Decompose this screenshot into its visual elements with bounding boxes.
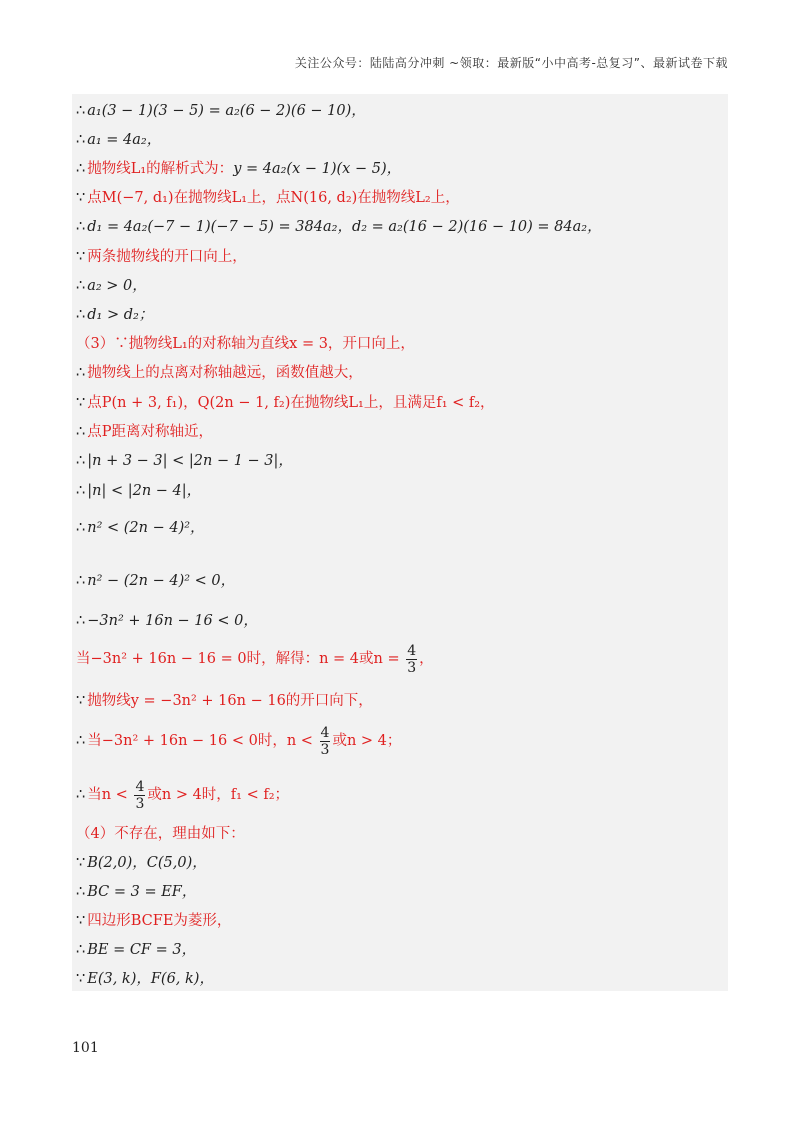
solution-line [76, 275, 147, 297]
explanation-tail: 或n > 4； [332, 733, 402, 749]
solution-line [76, 304, 153, 326]
math-expression: a₁ = 4a₂， [87, 132, 162, 148]
logic-symbol: ∴ [76, 103, 86, 119]
explanation-tail: 或n > 4时，f₁ < f₂； [147, 787, 290, 803]
logic-symbol: ∴ [76, 483, 86, 499]
solution-line [76, 333, 415, 355]
math-expression: |n + 3 − 3| < |2n − 1 − 3|， [87, 453, 293, 469]
math-expression: n² − (2n − 4)² < 0， [87, 573, 236, 589]
solution-line [76, 216, 602, 238]
solution-line [76, 246, 247, 268]
explanation-text: （4）不存在，理由如下： [76, 826, 245, 842]
solution-line [76, 480, 201, 502]
solution-line [76, 570, 235, 592]
explanation-text: 当−3n² + 16n − 16 < 0时，n < [87, 733, 318, 749]
logic-symbol: ∴ [76, 613, 86, 629]
logic-symbol: ∴ [76, 884, 86, 900]
math-expression: E(3, k)，F(6, k)， [87, 971, 214, 987]
math-expression: n² < (2n − 4)²， [87, 520, 205, 536]
solution-line [76, 881, 196, 903]
fraction-numerator: 4 [135, 778, 145, 795]
logic-symbol: ∵ [76, 971, 86, 987]
math-expression: a₁(3 − 1)(3 − 5) = a₂(6 − 2)(6 − 10)， [87, 103, 366, 119]
logic-symbol: ∴ [76, 787, 86, 803]
logic-symbol: ∵ [76, 913, 86, 929]
solution-line [76, 642, 434, 676]
fraction-numerator: 4 [320, 724, 330, 741]
math-expression: a₂ > 0， [87, 278, 147, 294]
math-expression: BE = CF = 3， [87, 942, 197, 958]
solution-content [72, 94, 728, 991]
logic-symbol: ∴ [76, 161, 86, 177]
page-header: 关注公众号：陆陆高分冲刺 ~领取：最新版“小中高考-总复习”、最新试卷下载 [294, 56, 728, 70]
solution-line [76, 610, 258, 632]
logic-symbol: ∴ [76, 733, 86, 749]
explanation-text: 两条抛物线的开口向上， [87, 249, 247, 265]
solution-line [76, 392, 495, 414]
logic-symbol: ∴ [76, 520, 86, 536]
solution-line [76, 129, 161, 151]
explanation-text: 抛物线y = −3n² + 16n − 16的开口向下， [87, 693, 373, 709]
fraction [320, 726, 331, 757]
fraction-denominator: 3 [320, 741, 330, 758]
explanation-text: 当n < [87, 787, 133, 803]
solution-line [76, 690, 373, 712]
logic-symbol: ∵ [76, 395, 86, 411]
logic-symbol: ∵ [76, 190, 86, 206]
logic-symbol: ∵ [76, 693, 86, 709]
solution-line [76, 852, 207, 874]
math-expression: |n| < |2n − 4|， [87, 483, 202, 499]
explanation-tail: ， [419, 651, 434, 667]
solution-line [76, 910, 231, 932]
logic-symbol: ∴ [76, 307, 86, 323]
solution-line [76, 158, 401, 180]
explanation-text: 点P距离对称轴近， [87, 424, 213, 440]
solution-line [76, 100, 366, 122]
solution-line [76, 724, 401, 758]
explanation-text: 点M(−7, d₁)在抛物线L₁上，点N(16, d₂)在抛物线L₂上， [87, 190, 460, 206]
fraction [134, 780, 145, 811]
fraction [406, 644, 417, 675]
logic-symbol: ∴ [76, 424, 86, 440]
solution-line [76, 362, 363, 384]
math-expression: BC = 3 = EF， [87, 884, 197, 900]
solution-line [76, 450, 293, 472]
fraction-denominator: 3 [135, 795, 145, 812]
logic-symbol: ∴ [76, 278, 86, 294]
solution-line [76, 968, 214, 990]
logic-symbol: ∵ [76, 855, 86, 871]
math-expression: y = 4a₂(x − 1)(x − 5)， [233, 161, 402, 177]
logic-symbol: ∴ [76, 132, 86, 148]
explanation-text: 抛物线上的点离对称轴越远，函数值越大， [87, 365, 363, 381]
math-expression: −3n² + 16n − 16 < 0， [87, 613, 258, 629]
explanation-text: 点P(n + 3, f₁)，Q(2n − 1, f₂)在抛物线L₁上，且满足f₁ < f₂， [87, 395, 495, 411]
logic-symbol: ∴ [76, 942, 86, 958]
math-expression: d₁ = 4a₂(−7 − 1)(−7 − 5) = 384a₂，d₂ = a₂(16 − 2)(16 − 10) = 84a₂， [87, 219, 602, 235]
logic-symbol: ∴ [76, 573, 86, 589]
math-expression: d₁ > d₂； [87, 307, 154, 323]
page-number: 101 [72, 1040, 99, 1056]
explanation-text: 当−3n² + 16n − 16 = 0时，解得：n = 4或n = [76, 651, 405, 667]
logic-symbol: ∴ [76, 365, 86, 381]
solution-line [76, 823, 245, 845]
solution-line [76, 421, 213, 443]
solution-line [76, 187, 460, 209]
logic-symbol: ∵ [76, 249, 86, 265]
logic-symbol: ∴ [76, 219, 86, 235]
solution-line [76, 939, 196, 961]
explanation-text: 抛物线L₁的解析式为： [87, 161, 234, 177]
explanation-text: 四边形BCFE为菱形， [87, 913, 232, 929]
solution-line [76, 778, 289, 812]
fraction-denominator: 3 [407, 659, 417, 676]
explanation-text: （3）∵抛物线L₁的对称轴为直线x = 3，开口向上， [76, 336, 415, 352]
solution-line [76, 517, 205, 539]
fraction-numerator: 4 [407, 642, 417, 659]
logic-symbol: ∴ [76, 453, 86, 469]
math-expression: B(2,0)，C(5,0)， [87, 855, 207, 871]
